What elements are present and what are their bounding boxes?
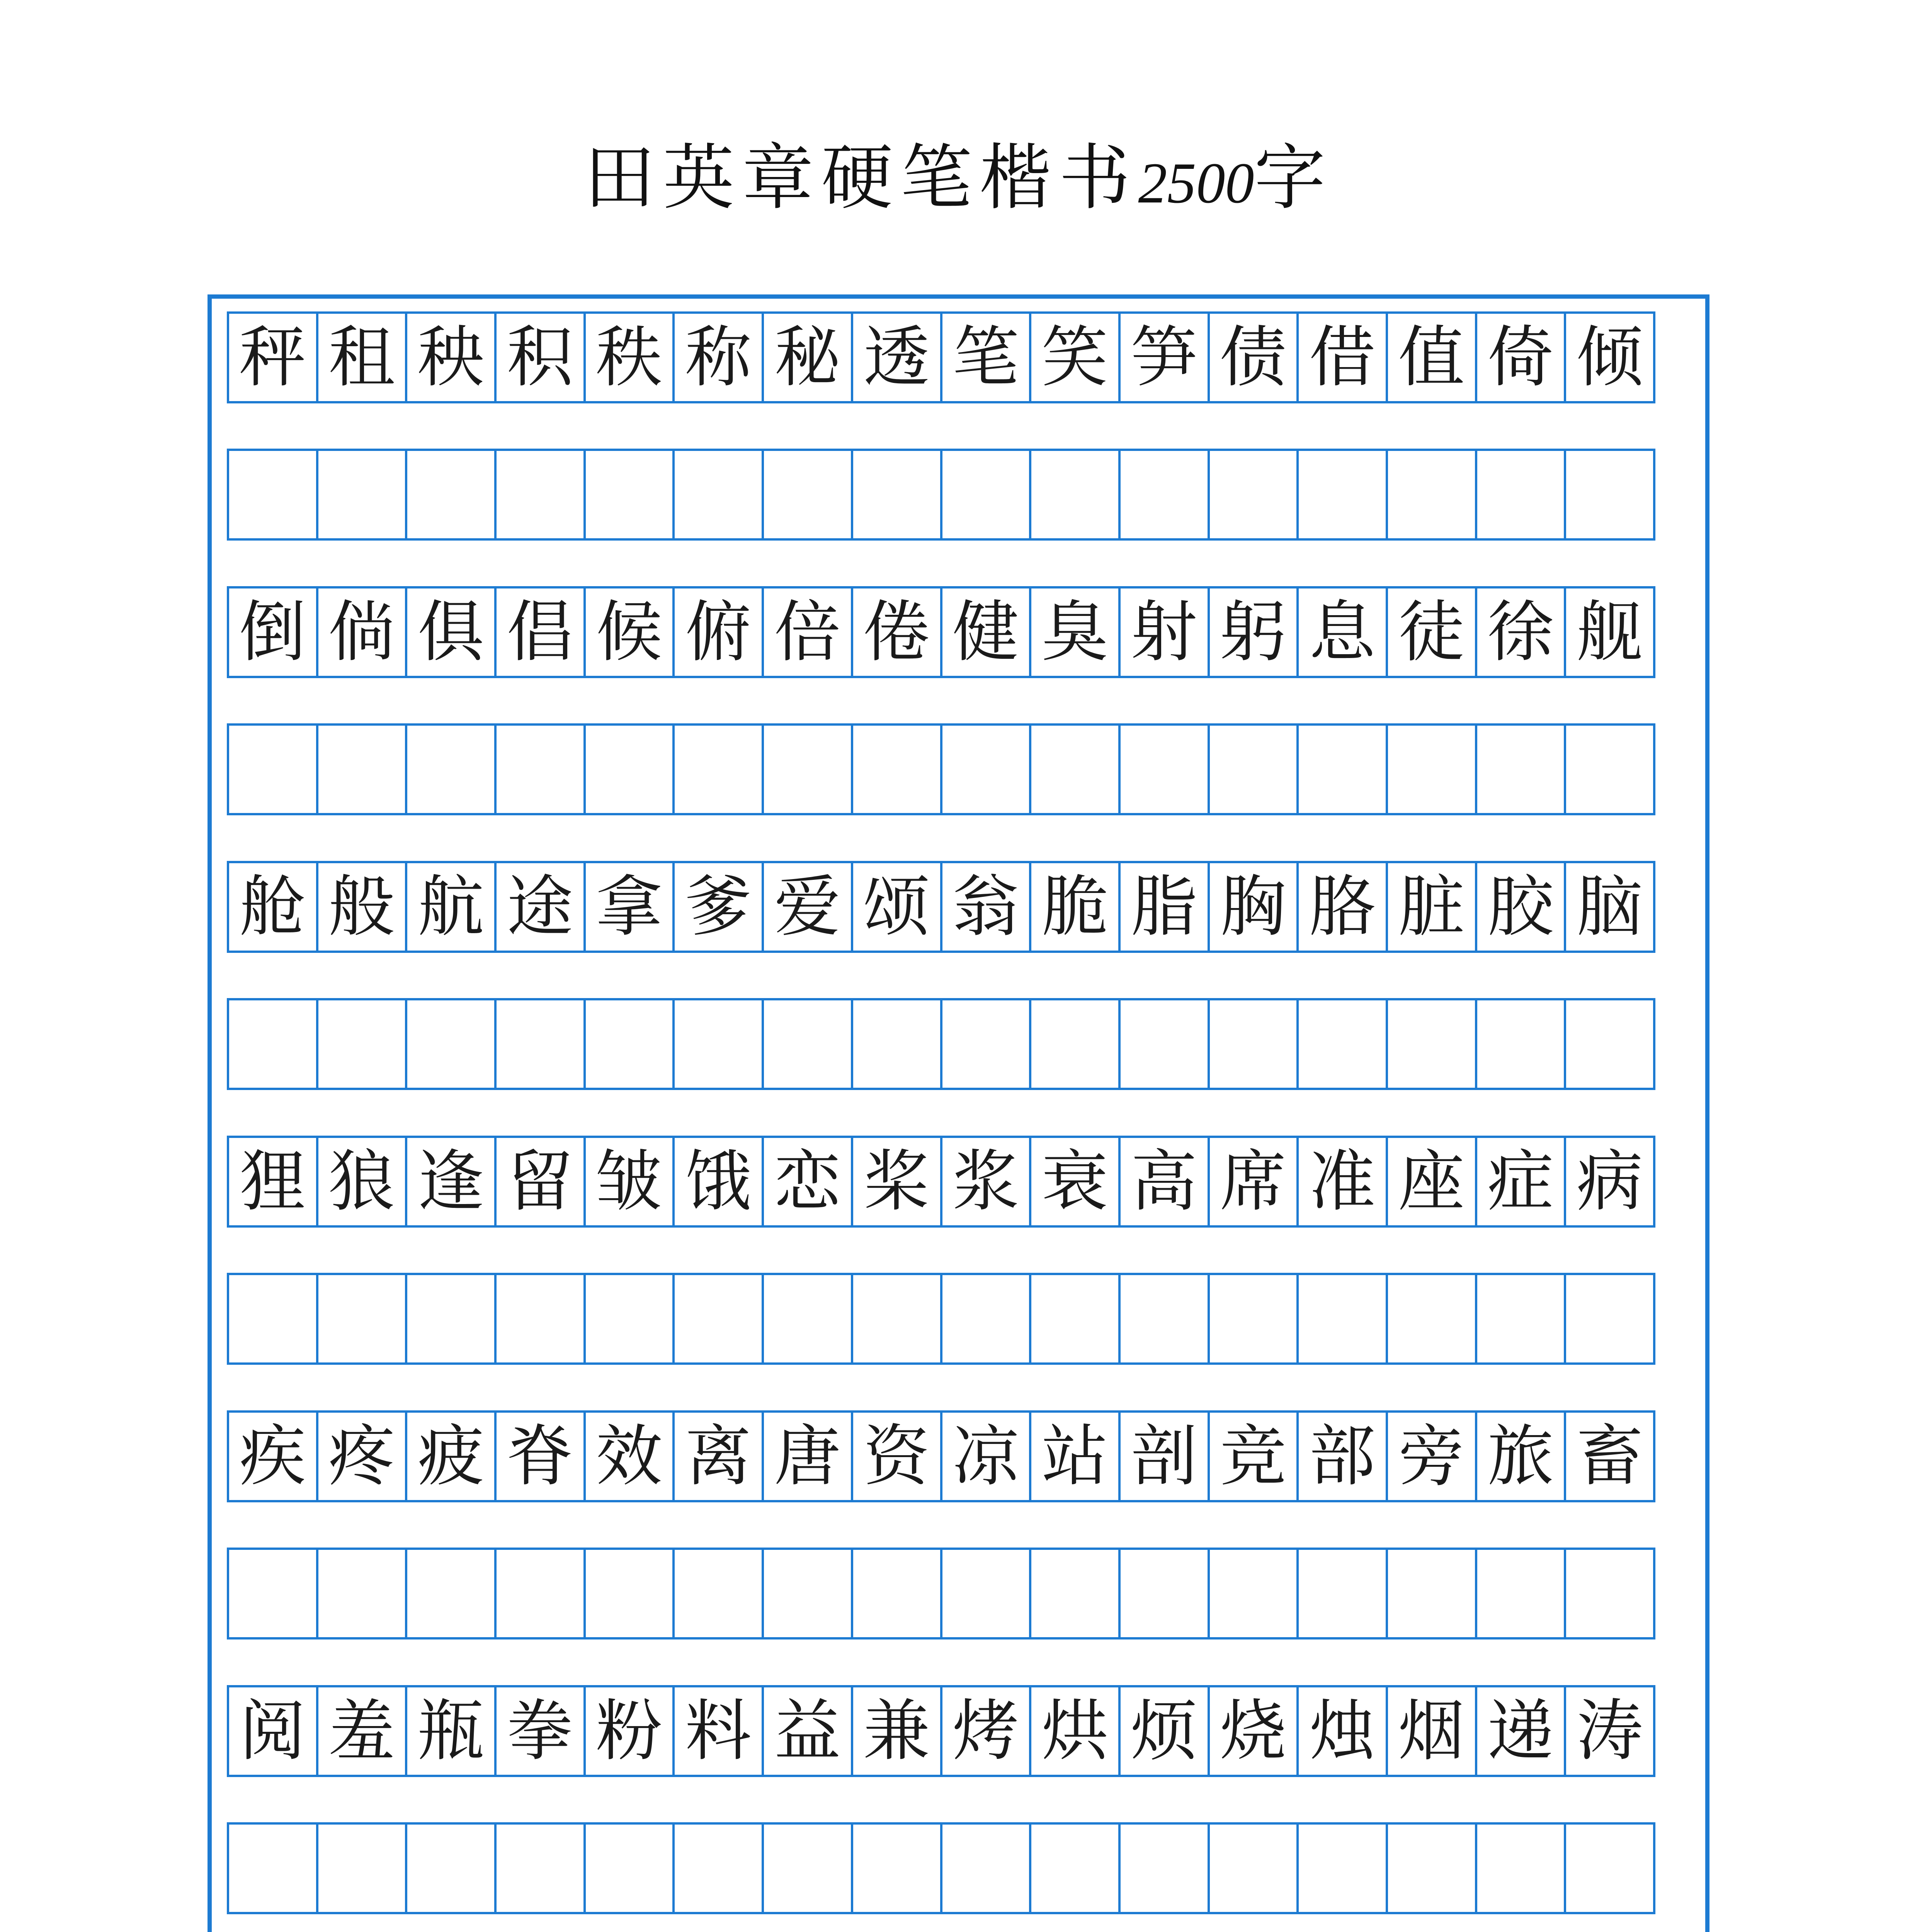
blank-practice-cell[interactable] [1208,1273,1299,1365]
blank-practice-cell[interactable] [1029,1822,1121,1914]
character-cell: 部 [1296,1410,1388,1502]
blank-practice-cell[interactable] [227,1822,318,1914]
blank-practice-cell[interactable] [494,449,586,541]
blank-practice-cell[interactable] [583,1548,675,1639]
blank-practice-cell[interactable] [1564,998,1655,1090]
blank-practice-cell[interactable] [1475,1273,1567,1365]
blank-practice-cell[interactable] [583,998,675,1090]
character-cell: 益 [762,1685,853,1777]
blank-practice-cell[interactable] [1475,998,1567,1090]
character-cell: 租 [316,311,408,403]
character-cell: 座 [1386,1136,1477,1228]
character-cell: 秤 [227,311,318,403]
character-cell: 秘 [762,311,853,403]
character-cell: 狸 [227,1136,318,1228]
blank-practice-cell[interactable] [316,449,408,541]
blank-practice-cell[interactable] [851,1822,942,1914]
blank-practice-cell[interactable] [672,449,764,541]
blank-practice-cell[interactable] [851,723,942,815]
blank-practice-cell[interactable] [762,449,853,541]
character-cell: 席 [1208,1136,1299,1228]
character-cell: 颂 [851,861,942,953]
blank-practice-cell[interactable] [1386,1822,1477,1914]
blank-practice-cell[interactable] [1564,1822,1655,1914]
character-cell: 阅 [227,1685,318,1777]
blank-practice-cell[interactable] [1386,998,1477,1090]
character-cell: 徒 [1386,586,1477,678]
blank-practice-cell[interactable] [672,1822,764,1914]
page-title [0,116,1917,240]
character-cell: 留 [494,1136,586,1228]
character-cell: 竞 [1208,1410,1299,1502]
blank-practice-cell[interactable] [405,1822,497,1914]
character-row [227,586,1690,678]
blank-practice-cell[interactable] [1564,1548,1655,1639]
character-cell: 射 [1118,586,1210,678]
character-cell: 躬 [1208,586,1299,678]
blank-practice-row [227,998,1690,1090]
blank-practice-cell[interactable] [316,723,408,815]
blank-practice-cell[interactable] [1118,1548,1210,1639]
blank-practice-cell[interactable] [1386,1548,1477,1639]
blank-practice-cell[interactable] [940,998,1032,1090]
character-cell: 饿 [672,1136,764,1228]
blank-practice-cell[interactable] [583,449,675,541]
blank-practice-cell[interactable] [1118,998,1210,1090]
character-cell: 候 [583,586,675,678]
character-cell: 拿 [583,861,675,953]
character-cell: 爹 [672,861,764,953]
character-cell: 胳 [1296,861,1388,953]
character-cell: 瓶 [405,1685,497,1777]
character-cell: 脑 [1564,861,1655,953]
blank-practice-cell[interactable] [316,1822,408,1914]
character-cell: 递 [1475,1685,1567,1777]
character-cell: 俱 [405,586,497,678]
blank-practice-cell[interactable] [940,723,1032,815]
title-text: 田英章硬笔楷书 [583,136,1138,219]
blank-practice-cell[interactable] [1296,449,1388,541]
character-cell: 胶 [1475,861,1567,953]
blank-practice-cell[interactable] [1029,449,1121,541]
character-row [227,1685,1690,1777]
blank-practice-cell[interactable] [1296,1273,1388,1365]
blank-practice-cell[interactable] [1386,723,1477,815]
character-cell: 脂 [1118,861,1210,953]
blank-practice-cell[interactable] [762,1548,853,1639]
character-cell: 畜 [1564,1410,1655,1502]
character-cell: 症 [1475,1136,1567,1228]
blank-practice-cell[interactable] [583,723,675,815]
character-cell: 债 [1208,311,1299,403]
character-cell: 烘 [1029,1685,1121,1777]
character-cell: 透 [851,311,942,403]
character-cell: 离 [672,1410,764,1502]
character-cell: 烧 [1208,1685,1299,1777]
blank-practice-cell[interactable] [1029,1548,1121,1639]
character-cell: 爱 [762,861,853,953]
blank-practice-cell[interactable] [1475,1822,1567,1914]
character-cell: 烟 [1386,1685,1477,1777]
blank-practice-cell[interactable] [1029,998,1121,1090]
character-cell: 效 [583,1410,675,1502]
blank-practice-cell[interactable] [1386,449,1477,541]
character-row [227,1410,1690,1502]
character-cell: 准 [1296,1136,1388,1228]
character-cell: 笋 [1118,311,1210,403]
blank-practice-cell[interactable] [1296,998,1388,1090]
blank-practice-cell[interactable] [227,998,318,1090]
blank-practice-cell[interactable] [1386,1273,1477,1365]
character-cell: 倒 [227,586,318,678]
character-cell: 般 [316,861,408,953]
character-cell: 倾 [1564,311,1655,403]
blank-practice-cell[interactable] [227,1548,318,1639]
blank-practice-cell[interactable] [940,449,1032,541]
character-cell: 笑 [1029,311,1121,403]
character-cell: 臭 [1029,586,1121,678]
blank-practice-cell[interactable] [316,998,408,1090]
character-cell: 涛 [1564,1685,1655,1777]
character-cell: 疼 [316,1410,408,1502]
character-cell: 疾 [227,1410,318,1502]
blank-practice-cell[interactable] [1475,723,1567,815]
blank-practice-cell[interactable] [1029,723,1121,815]
blank-practice-cell[interactable] [1564,723,1655,815]
character-cell: 恋 [762,1136,853,1228]
blank-practice-cell[interactable] [1208,1548,1299,1639]
character-cell: 积 [494,311,586,403]
blank-practice-cell[interactable] [1118,1273,1210,1365]
character-cell: 逢 [405,1136,497,1228]
character-cell: 倍 [762,586,853,678]
character-cell: 途 [494,861,586,953]
character-cell: 旅 [1475,1410,1567,1502]
blank-practice-row [227,1273,1690,1365]
character-cell: 倘 [316,586,408,678]
character-cell: 病 [1564,1136,1655,1228]
character-cell: 浆 [940,1136,1032,1228]
character-cell: 舰 [1564,586,1655,678]
character-cell: 旁 [1386,1410,1477,1502]
blank-practice-cell[interactable] [1296,1822,1388,1914]
character-cell: 拳 [494,1685,586,1777]
blank-practice-cell[interactable] [227,1273,318,1365]
blank-practice-cell[interactable] [1208,1822,1299,1914]
character-cell: 衰 [1029,1136,1121,1228]
blank-practice-cell[interactable] [851,1548,942,1639]
character-cell: 秧 [405,311,497,403]
title-number: 2500 [1138,151,1254,215]
blank-practice-cell[interactable] [940,1822,1032,1914]
blank-practice-cell[interactable] [583,1273,675,1365]
character-cell: 高 [1118,1136,1210,1228]
blank-practice-cell[interactable] [494,1548,586,1639]
blank-practice-cell[interactable] [851,1273,942,1365]
blank-practice-cell[interactable] [1208,723,1299,815]
character-cell: 息 [1296,586,1388,678]
character-cell: 羞 [316,1685,408,1777]
character-cell: 笔 [940,311,1032,403]
character-cell: 秩 [583,311,675,403]
blank-practice-cell[interactable] [405,1548,497,1639]
blank-practice-cell[interactable] [762,1822,853,1914]
character-cell: 狼 [316,1136,408,1228]
character-cell: 疲 [405,1410,497,1502]
blank-practice-cell[interactable] [405,998,497,1090]
blank-practice-cell[interactable] [227,449,318,541]
character-cell: 凉 [940,1410,1032,1502]
blank-practice-cell[interactable] [1296,1548,1388,1639]
blank-practice-cell[interactable] [494,1273,586,1365]
blank-practice-cell[interactable] [494,723,586,815]
blank-practice-cell[interactable] [672,998,764,1090]
blank-practice-cell[interactable] [1564,1273,1655,1365]
blank-practice-cell[interactable] [762,998,853,1090]
blank-practice-cell[interactable] [672,1548,764,1639]
character-cell: 值 [1386,311,1477,403]
blank-practice-cell[interactable] [762,723,853,815]
character-cell: 翁 [940,861,1032,953]
blank-practice-cell[interactable] [762,1273,853,1365]
blank-practice-row [227,449,1690,541]
character-cell: 剖 [1118,1410,1210,1502]
character-cell: 脏 [1386,861,1477,953]
character-cell: 徐 [1475,586,1567,678]
character-cell: 脊 [494,1410,586,1502]
character-cell: 资 [851,1410,942,1502]
character-cell: 粉 [583,1685,675,1777]
blank-practice-cell[interactable] [851,998,942,1090]
blank-practice-cell[interactable] [494,1822,586,1914]
blank-practice-cell[interactable] [1475,449,1567,541]
blank-practice-cell[interactable] [494,998,586,1090]
blank-practice-cell[interactable] [672,1273,764,1365]
blank-practice-row [227,1822,1690,1914]
blank-practice-cell[interactable] [940,1273,1032,1365]
blank-practice-cell[interactable] [1564,449,1655,541]
blank-practice-cell[interactable] [1118,1822,1210,1914]
character-cell: 烦 [1118,1685,1210,1777]
blank-practice-cell[interactable] [316,1273,408,1365]
character-cell: 俯 [672,586,764,678]
blank-practice-cell[interactable] [405,449,497,541]
blank-practice-row [227,723,1690,815]
character-cell: 健 [940,586,1032,678]
character-cell: 倦 [851,586,942,678]
blank-practice-cell[interactable] [940,1548,1032,1639]
blank-practice-cell[interactable] [583,1822,675,1914]
blank-practice-cell[interactable] [1029,1273,1121,1365]
character-cell: 料 [672,1685,764,1777]
character-cell: 皱 [583,1136,675,1228]
character-cell: 倡 [494,586,586,678]
character-cell: 唐 [762,1410,853,1502]
blank-practice-cell[interactable] [1296,723,1388,815]
blank-practice-cell[interactable] [1208,998,1299,1090]
character-cell: 借 [1296,311,1388,403]
blank-practice-cell[interactable] [405,1273,497,1365]
character-cell: 舱 [227,861,318,953]
blank-practice-cell[interactable] [672,723,764,815]
character-cell: 烛 [1296,1685,1388,1777]
character-cell: 桨 [851,1136,942,1228]
blank-practice-row [227,1548,1690,1639]
character-cell: 烤 [940,1685,1032,1777]
character-cell: 站 [1029,1410,1121,1502]
character-cell: 脆 [1029,861,1121,953]
character-cell: 航 [405,861,497,953]
character-cell: 称 [672,311,764,403]
character-row [227,861,1690,953]
blank-practice-cell[interactable] [227,723,318,815]
character-row [227,1136,1690,1228]
blank-practice-cell[interactable] [316,1548,408,1639]
blank-practice-cell[interactable] [1118,723,1210,815]
character-cell: 倚 [1475,311,1567,403]
character-cell: 胸 [1208,861,1299,953]
title-suffix: 字 [1254,136,1334,219]
blank-practice-cell[interactable] [1118,449,1210,541]
character-cell: 兼 [851,1685,942,1777]
character-row [227,311,1690,403]
blank-practice-cell[interactable] [1475,1548,1567,1639]
blank-practice-cell[interactable] [851,449,942,541]
blank-practice-cell[interactable] [1208,449,1299,541]
blank-practice-cell[interactable] [405,723,497,815]
